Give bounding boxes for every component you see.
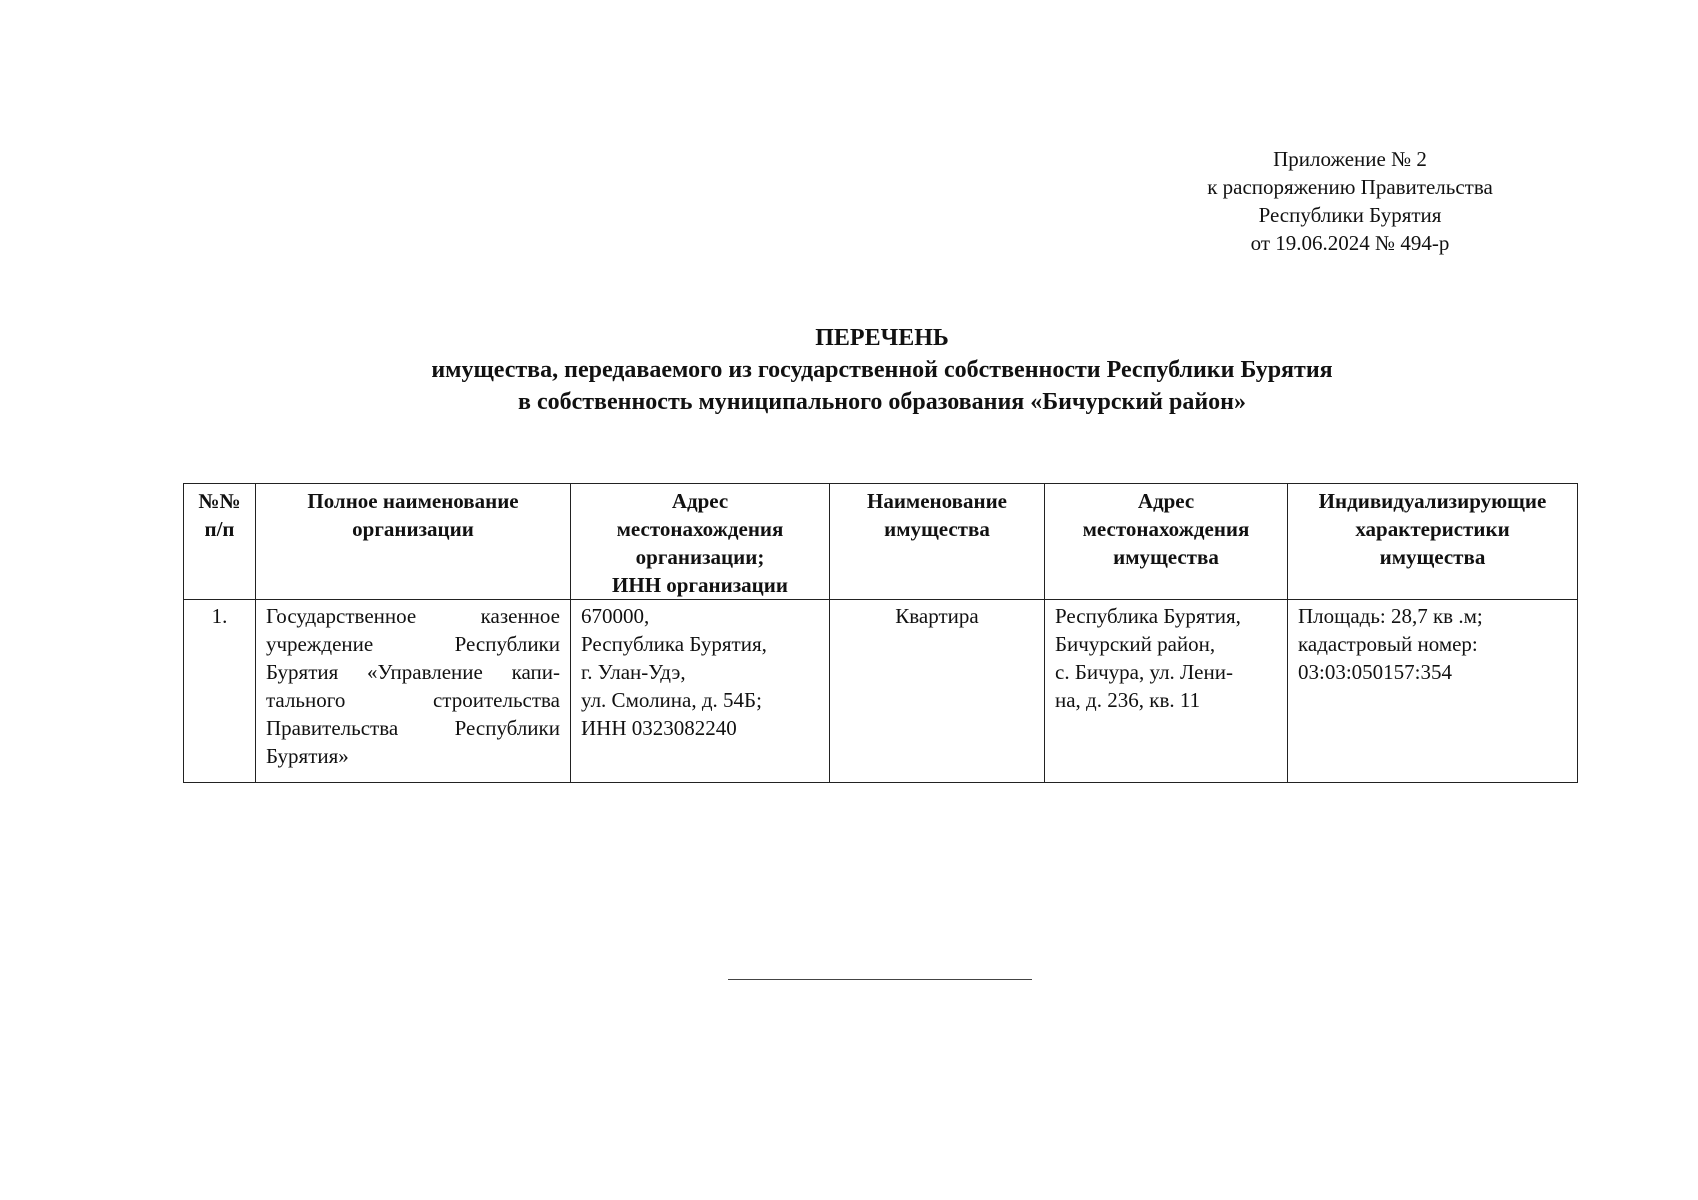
title-subline-1: имущества, передаваемого из государственной собственности Республики Бурятия xyxy=(431,357,1333,383)
cell-characteristics: Площадь: 28,7 кв .м; кадастровый номер: 03:03:050157:354 xyxy=(1288,600,1578,783)
appendix-date: от 19.06.2024 № 494-р xyxy=(1250,231,1450,255)
appendix-block xyxy=(1180,145,1520,257)
appendix-government: Республики Бурятия xyxy=(1258,203,1442,227)
appendix-reference: к распоряжению Правительства xyxy=(1207,175,1493,199)
cell-property-name: Квартира xyxy=(830,600,1045,783)
cell-org-address: 670000, Республика Бурятия, г. Улан-Удэ, ул. Смолина, д. 54Б; ИНН 0323082240 xyxy=(571,600,830,783)
cell-organization: Государственное казенное учреждение Республики Бурятия «Управление капи- тального строительства Правительства Республики Бурятия» xyxy=(256,600,571,783)
header-property-name: Наименование имущества xyxy=(830,484,1045,600)
header-property-address: Адрес местонахождения имущества xyxy=(1045,484,1288,600)
document-title xyxy=(0,322,1698,418)
title-subline-2: в собственность муниципального образования «Бичурский район» xyxy=(517,389,1246,415)
title-heading: ПЕРЕЧЕНЬ xyxy=(815,325,949,351)
header-org-address: Адрес местонахождения организации; ИНН организации xyxy=(571,484,830,600)
header-number: №№ п/п xyxy=(184,484,256,600)
cell-number: 1. xyxy=(184,600,256,783)
appendix-number: Приложение № 2 xyxy=(1273,147,1427,171)
header-characteristics: Индивидуализирующие характеристики имущества xyxy=(1288,484,1578,600)
table-header-row xyxy=(184,484,1578,600)
property-table xyxy=(183,483,1578,783)
cell-property-address: Республика Бурятия, Бичурский район, с. Бичура, ул. Лени- на, д. 236, кв. 11 xyxy=(1045,600,1288,783)
end-separator-line xyxy=(728,979,1032,980)
table-row xyxy=(184,600,1578,783)
header-organization: Полное наименование организации xyxy=(256,484,571,600)
